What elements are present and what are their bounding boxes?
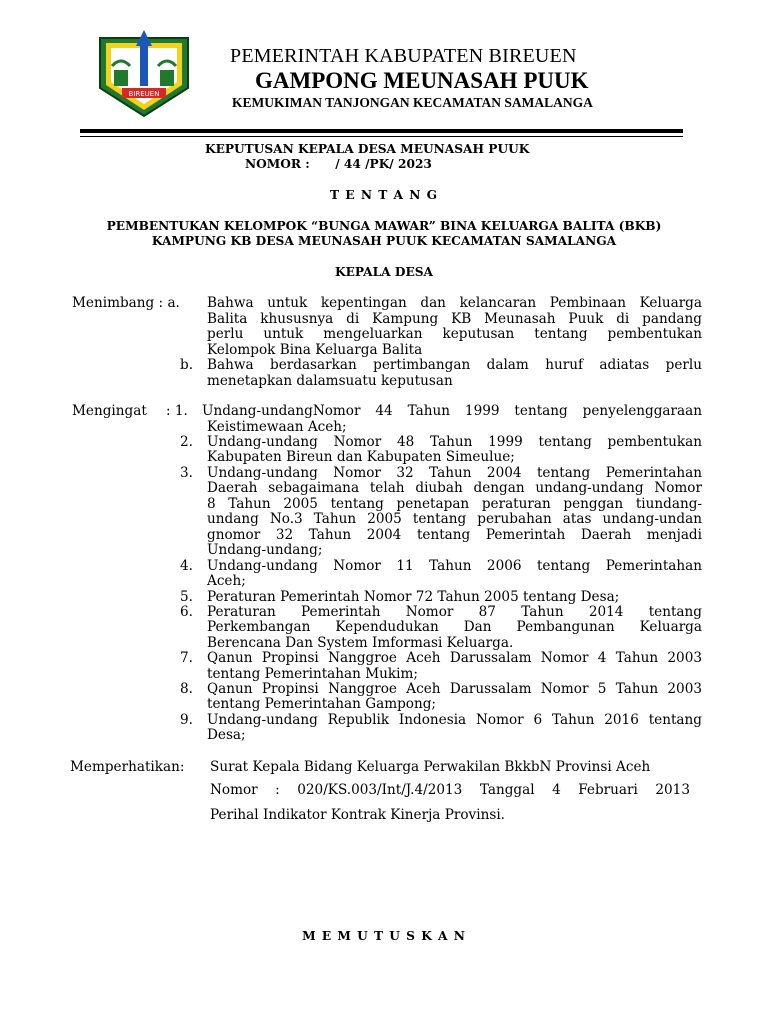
mengingat-item-line: undang No.3 Tahun 2005 tentang perubahan atas undang-undan	[207, 511, 702, 527]
mengingat-item-line: 8 Tahun 2005 tentang penetapan peraturan penggan tiundang-	[207, 496, 702, 512]
mengingat-label: Mengingat	[72, 403, 147, 419]
header-divider-thin	[80, 136, 683, 137]
menimbang-b-line: Bahwa berdasarkan pertimbangan dalam huruf adiatas perlu	[207, 357, 702, 373]
decree-subject-line-1: PEMBENTUKAN KELOMPOK “BUNGA MAWAR” BINA KELUARGA BALITA (BKB)	[106, 219, 662, 233]
mengingat-item-line: Undang-undang Nomor 11 Tahun 2006 tentang Pemerintahan	[207, 558, 702, 574]
menimbang-label: Menimbang : a.	[72, 295, 180, 311]
mengingat-item-line: Perkembangan Kependudukan Dan Pembangunan Keluarga	[207, 619, 702, 635]
header-district-name: KEMUKIMAN TANJONGAN KECAMATAN SAMALANGA	[232, 95, 593, 110]
mengingat-item-line: Undang-undang;	[207, 542, 323, 558]
mengingat-item-number: 8.	[180, 681, 193, 697]
decree-number: NOMOR : / 44 /PK/ 2023	[245, 157, 432, 171]
memperhatikan-line: Surat Kepala Bidang Keluarga Perwakilan BkkbN Provinsi Aceh	[210, 759, 651, 775]
decree-subject-line-2: KAMPUNG KB DESA MEUNASAH PUUK KECAMATAN SAMALANGA	[151, 234, 617, 248]
mengingat-item-line: Peraturan Pemerintah Nomor 72 Tahun 2005 tentang Desa;	[207, 589, 620, 605]
memperhatikan-line: Perihal Indikator Kontrak Kinerja Provinsi.	[210, 807, 505, 823]
mengingat-item-line: Undang-undang Nomor 48 Tahun 1999 tentang pembentukan	[207, 434, 702, 450]
mengingat-item-line: Berencana Dan System Imformasi Keluarga.	[207, 635, 514, 651]
menimbang-a-line: Bahwa untuk kepentingan dan kelancaran Pembinaan Keluarga	[207, 295, 702, 311]
mengingat-item-line: Qanun Propinsi Nanggroe Aceh Darussalam Nomor 4 Tahun 2003	[207, 650, 702, 666]
menimbang-b-line: menetapkan dalamsuatu keputusan	[207, 373, 453, 389]
mengingat-item-line: tentang Pemerintahan Mukim;	[207, 666, 418, 682]
memperhatikan-label: Memperhatikan:	[70, 759, 185, 775]
memperhatikan-line: Nomor : 020/KS.003/Int/J.4/2013 Tanggal 4 Februari 2013	[210, 782, 690, 798]
menimbang-a-line: perlu untuk mengeluarkan keputusan tentang pembentukan	[207, 326, 702, 342]
mengingat-item-line: Daerah sebagaimana telah diubah dengan undang-undang Nomor	[207, 480, 702, 496]
header-government-name: PEMERINTAH KABUPATEN BIREUEN	[230, 45, 577, 67]
mengingat-item-line: Qanun Propinsi Nanggroe Aceh Darussalam Nomor 5 Tahun 2003	[207, 681, 702, 697]
bireuen-regency-logo	[92, 28, 196, 120]
mengingat-item-number: 7.	[180, 650, 193, 666]
decree-title: KEPUTUSAN KEPALA DESA MEUNASAH PUUK	[205, 142, 530, 156]
menimbang-b-marker: b.	[180, 357, 194, 373]
header-divider-thick	[80, 129, 683, 133]
mengingat-item-number: 9.	[180, 712, 193, 728]
mengingat-item-line: Keistimewaan Aceh;	[207, 419, 347, 435]
header-village-name: GAMPONG MEUNASAH PUUK	[255, 68, 589, 93]
memutuskan-heading: M E M U T U S K A N	[302, 929, 466, 943]
menimbang-a-line: Kelompok Bina Keluarga Balita	[207, 342, 423, 358]
mengingat-item-line: Undang-undangNomor 44 Tahun 1999 tentang penyelenggaraan	[202, 403, 702, 419]
mengingat-item-number: 3.	[180, 465, 193, 481]
mengingat-item-number: 2.	[180, 434, 193, 450]
mengingat-item-line: Kabupaten Bireun dan Kabupaten Simeulue;	[207, 449, 515, 465]
mengingat-item-line: Desa;	[207, 727, 246, 743]
mengingat-item-number: : 1.	[166, 403, 188, 419]
mengingat-item-line: Undang-undang Republik Indonesia Nomor 6 Tahun 2016 tentang	[207, 712, 702, 728]
tentang-heading: T E N T A N G	[329, 188, 439, 202]
mengingat-item-line: Peraturan Pemerintah Nomor 87 Tahun 2014 tentang	[207, 604, 702, 620]
menimbang-a-line: Balita khususnya di Kampung KB Meunasah Puuk di pandang	[207, 311, 702, 327]
mengingat-item-number: 6.	[180, 604, 193, 620]
mengingat-item-number: 5.	[180, 589, 193, 605]
mengingat-item-number: 4.	[180, 558, 193, 574]
mengingat-item-line: Undang-undang Nomor 32 Tahun 2004 tentang Pemerintahan	[207, 465, 702, 481]
mengingat-item-line: tentang Pemerintahan Gampong;	[207, 696, 437, 712]
kepala-desa-heading: KEPALA DESA	[335, 265, 433, 279]
svg-text:BIREUEN: BIREUEN	[128, 90, 160, 98]
mengingat-item-line: gnomor 32 Tahun 2004 tentang Pemerintah Daerah menjadi	[207, 527, 702, 543]
mengingat-item-line: Aceh;	[207, 573, 246, 589]
